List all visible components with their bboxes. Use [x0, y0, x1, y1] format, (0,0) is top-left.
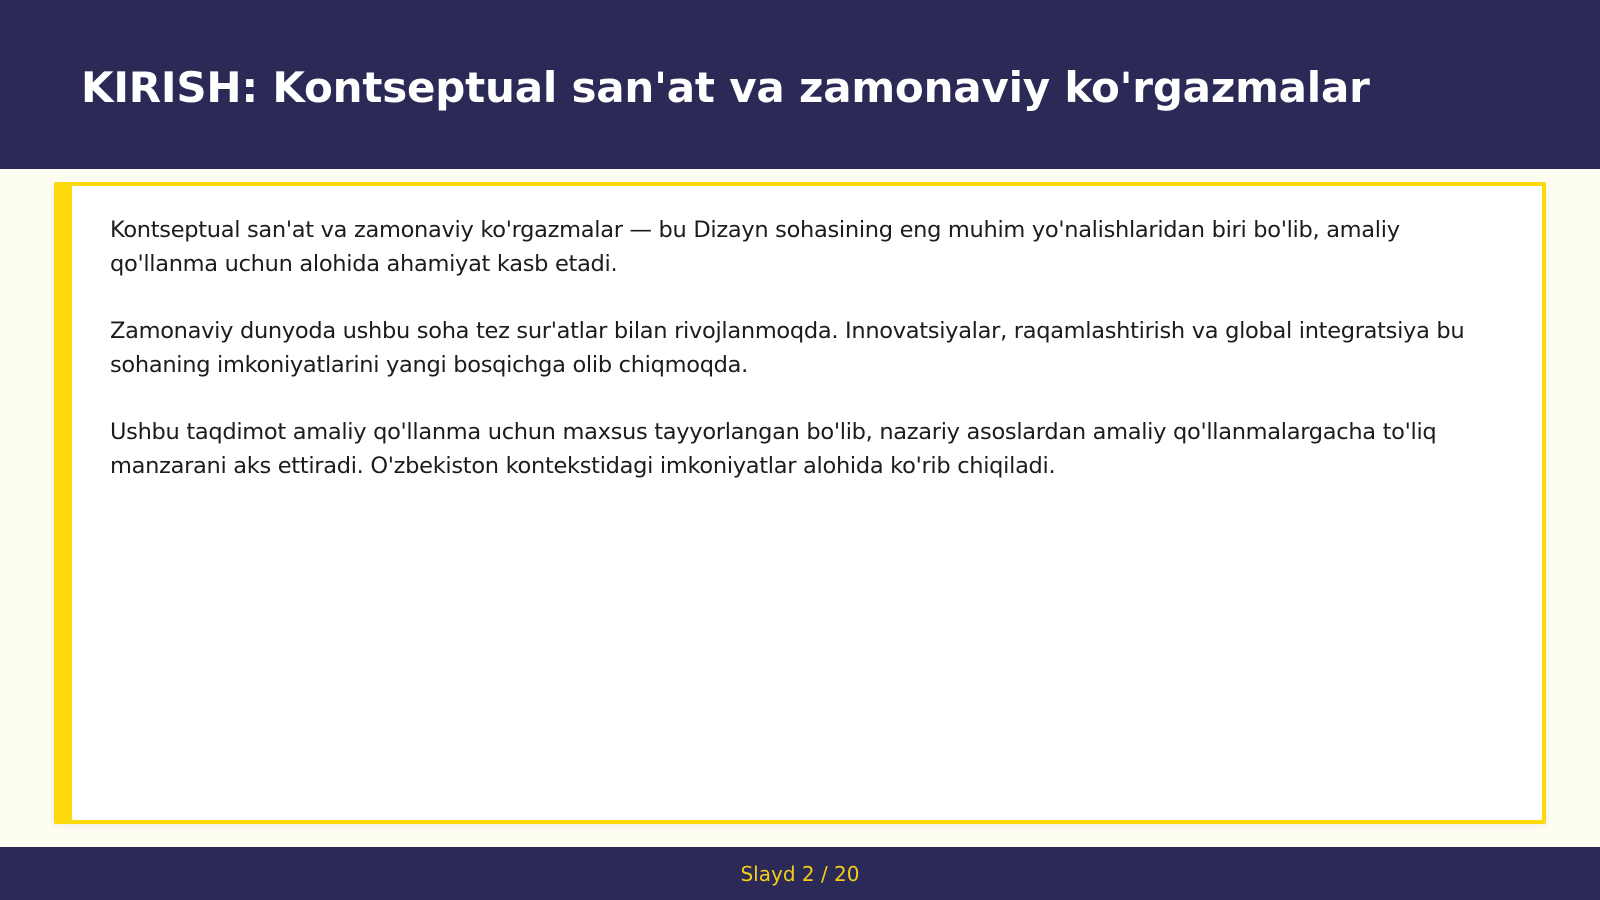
slide-title: KIRISH: Kontseptual san'at va zamonaviy ko'rgazmalar — [81, 63, 1370, 112]
content-paragraph-3: Ushbu taqdimot amaliy qo'llanma uchun maxsus tayyorlangan bo'lib, nazariy asoslardan amaliy qo'llanmalargacha to'liq manzarani aks ettiradi. O'zbekiston kontekstidagi imkoniyatlar alohida ko'rib chiqiladi. — [110, 419, 1437, 479]
content-paragraph-2: Zamonaviy dunyoda ushbu soha tez sur'atlar bilan rivojlanmoqda. Innovatsiyalar, raqamlashtirish va global integratsiya bu sohaning imkoniyatlarini yangi bosqichga olib chiqmoqda. — [110, 318, 1465, 378]
slide-footer — [0, 847, 1600, 900]
content-text-area — [110, 213, 1490, 516]
slide-header — [0, 0, 1600, 169]
content-card — [54, 182, 1546, 824]
slide-counter: Slayd 2 / 20 — [740, 861, 860, 886]
content-paragraph-1: Kontseptual san'at va zamonaviy ko'rgazmalar — bu Dizayn sohasining eng muhim yo'nalishlaridan biri bo'lib, amaliy qo'llanma uchun alohida ahamiyat kasb etadi. — [110, 217, 1400, 277]
